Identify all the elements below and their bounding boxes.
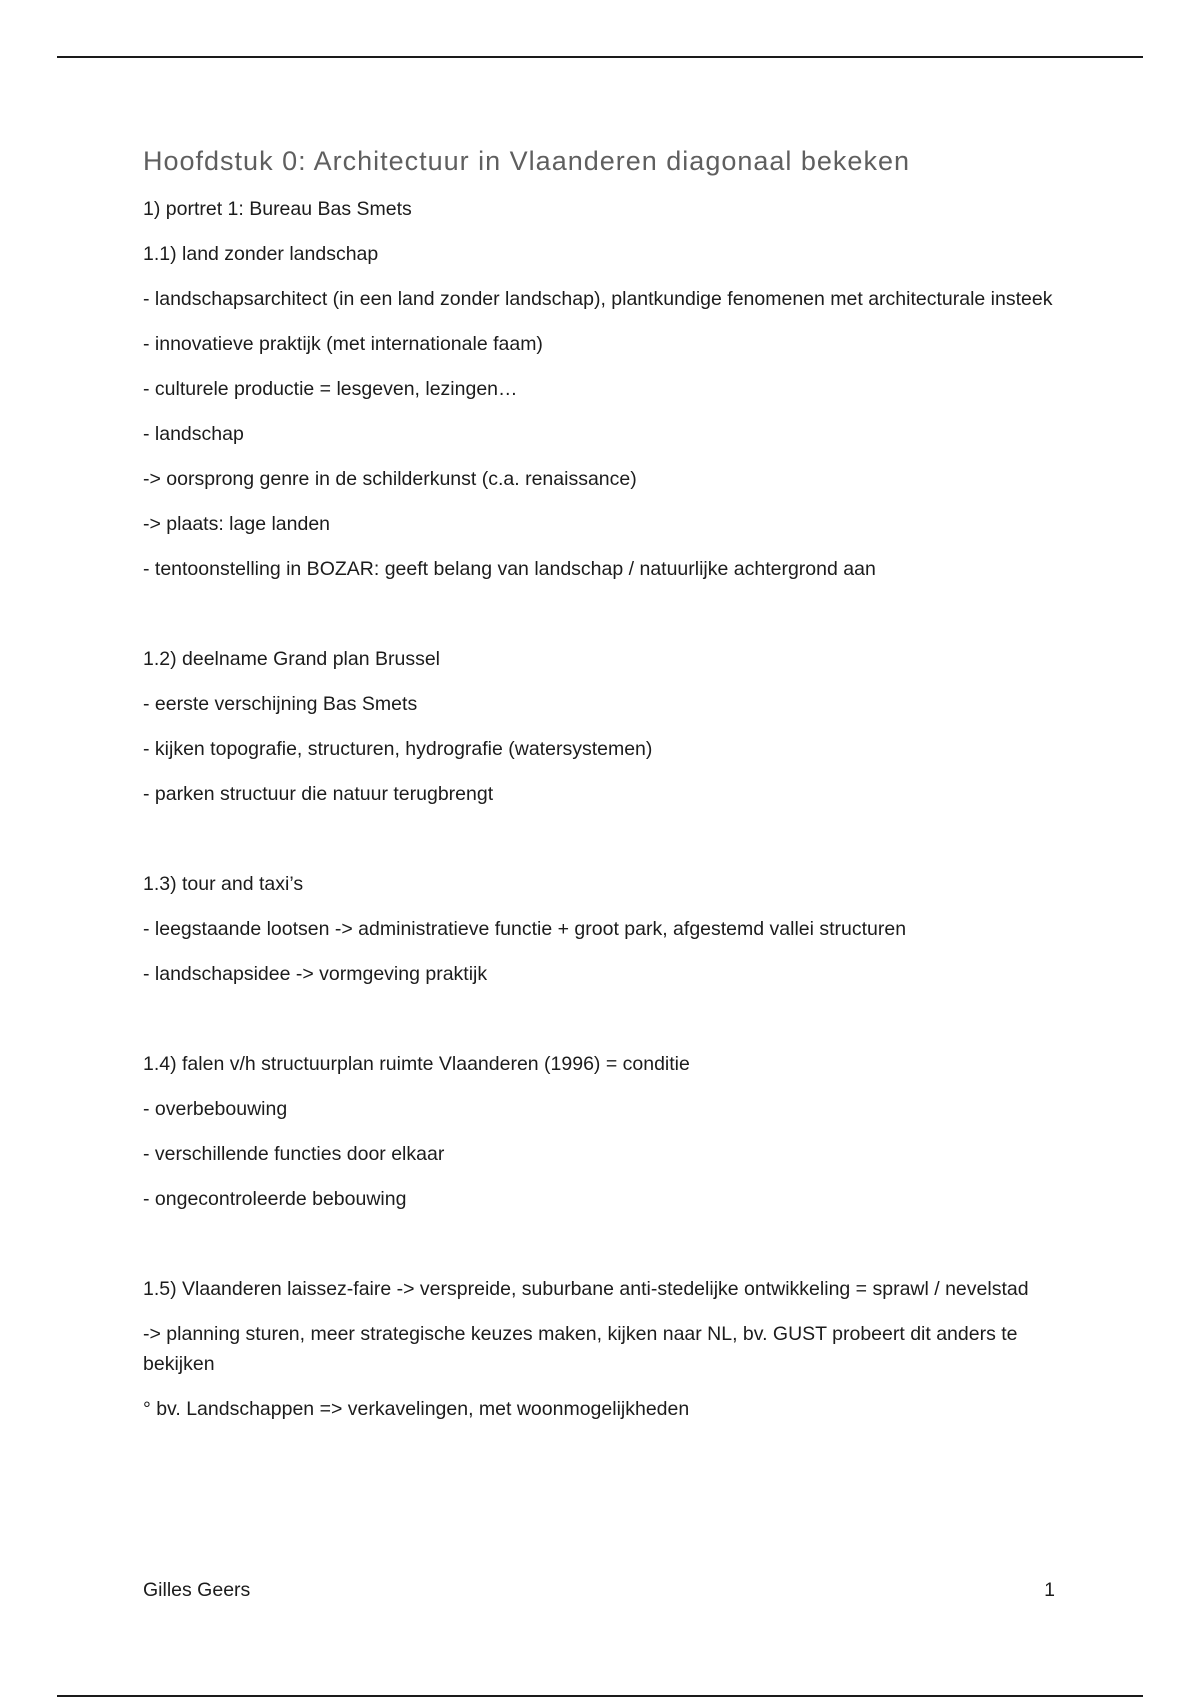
paragraph: - innovatieve praktijk (met internationale faam) bbox=[143, 333, 543, 355]
paragraph: - verschillende functies door elkaar bbox=[143, 1143, 445, 1165]
paragraph: - ongecontroleerde bebouwing bbox=[143, 1188, 407, 1210]
paragraph: - landschap bbox=[143, 423, 244, 445]
paragraph: 1.1) land zonder landschap bbox=[143, 243, 379, 265]
document-body bbox=[143, 142, 1063, 1439]
blank-line bbox=[143, 599, 1063, 644]
chapter-title: Hoofdstuk 0: Architectuur in Vlaanderen diagonaal bekeken bbox=[143, 146, 910, 176]
paragraph: - eerste verschijning Bas Smets bbox=[143, 693, 418, 715]
section-block bbox=[143, 869, 1063, 989]
paragraph: 1.5) Vlaanderen laissez-faire -> verspreide, suburbane anti-stedelijke ontwikkeling = sprawl / nevelstad bbox=[143, 1278, 1029, 1300]
blank-line bbox=[143, 824, 1063, 869]
footer-author: Gilles Geers bbox=[143, 1579, 251, 1601]
paragraph: - culturele productie = lesgeven, lezingen… bbox=[143, 378, 518, 400]
page-number: 1 bbox=[1044, 1579, 1055, 1601]
section-block bbox=[143, 644, 1063, 809]
paragraph: - leegstaande lootsen -> administratieve functie + groot park, afgestemd vallei structuren bbox=[143, 918, 907, 940]
paragraph: 1.3) tour and taxi’s bbox=[143, 873, 304, 895]
section-block bbox=[143, 1049, 1063, 1214]
header-rule bbox=[57, 56, 1143, 58]
blank-line bbox=[143, 1004, 1063, 1049]
paragraph: - parken structuur die natuur terugbrengt bbox=[143, 783, 494, 805]
paragraph: - tentoonstelling in BOZAR: geeft belang van landschap / natuurlijke achtergrond aan bbox=[143, 558, 876, 580]
footer-rule bbox=[57, 1695, 1143, 1697]
paragraph: - landschapsidee -> vormgeving praktijk bbox=[143, 963, 488, 985]
paragraph: 1.4) falen v/h structuurplan ruimte Vlaanderen (1996) = conditie bbox=[143, 1053, 690, 1075]
page-footer bbox=[143, 1575, 1055, 1605]
section-block bbox=[143, 194, 1063, 584]
blank-line bbox=[143, 1229, 1063, 1274]
paragraph: -> oorsprong genre in de schilderkunst (c.a. renaissance) bbox=[143, 468, 637, 490]
paragraph: 1.2) deelname Grand plan Brussel bbox=[143, 648, 441, 670]
paragraph: 1) portret 1: Bureau Bas Smets bbox=[143, 198, 412, 220]
paragraph: ° bv. Landschappen => verkavelingen, met woonmogelijkheden bbox=[143, 1398, 690, 1420]
paragraph: - landschapsarchitect (in een land zonder landschap), plantkundige fenomenen met architecturale insteek bbox=[143, 288, 1053, 310]
section-block bbox=[143, 1274, 1063, 1424]
paragraph: -> planning sturen, meer strategische keuzes maken, kijken naar NL, bv. GUST probeert dit anders te bekijken bbox=[143, 1323, 1018, 1375]
paragraph: - kijken topografie, structuren, hydrografie (watersystemen) bbox=[143, 738, 653, 760]
paragraph: - overbebouwing bbox=[143, 1098, 288, 1120]
paragraph: -> plaats: lage landen bbox=[143, 513, 331, 535]
